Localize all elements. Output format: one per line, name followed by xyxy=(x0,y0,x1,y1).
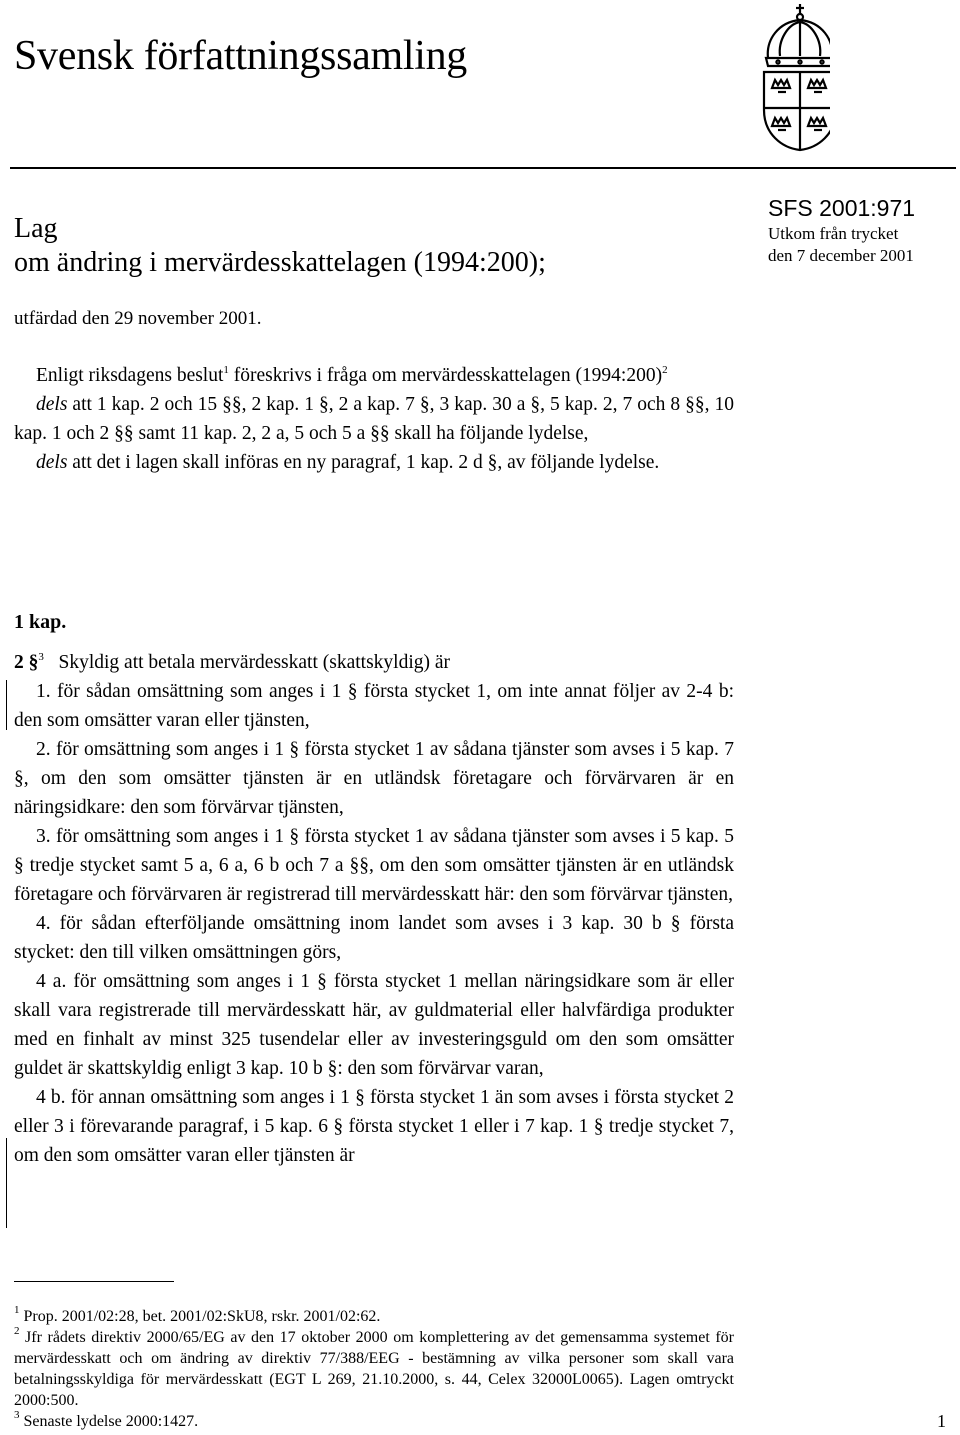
footnote-ref: 2 xyxy=(662,364,668,376)
section-intro xyxy=(14,648,734,677)
dels-keyword: dels xyxy=(36,394,68,415)
dels-keyword: dels xyxy=(36,452,68,473)
change-bar xyxy=(6,1138,7,1228)
chapter-heading: 1 kap. xyxy=(14,611,67,633)
footnote-number: 2 xyxy=(14,1325,20,1337)
footnote-number: 3 xyxy=(14,1409,20,1421)
footnote-text: Senaste lydelse 2000:1427. xyxy=(19,1413,199,1430)
header-divider xyxy=(10,167,956,169)
preamble-text: föreskrivs i fråga om mervärdesskattelagen (1994:200) xyxy=(228,365,663,386)
list-item: 1. för sådan omsättning som anges i 1 § första stycket 1, om inte annat följer av 2-4 b: den som omsätter varan eller tjänsten, xyxy=(14,681,734,731)
footnote-ref: 1 xyxy=(223,364,229,376)
preamble-paragraph xyxy=(14,390,734,448)
list-item: 2. för omsättning som anges i 1 § första stycket 1 av sådana tjänster som avses i 5 kap. 7 §, om den som omsätter tjänsten är en utländsk företagare och förvärvaren är en näringsidkare: den som förvärvar tjänsten, xyxy=(14,739,734,818)
sfs-box xyxy=(768,193,915,267)
footnotes xyxy=(14,1306,734,1432)
page-number: 1 xyxy=(937,1411,946,1431)
list-item: 4 b. för annan omsättning som anges i 1 § första stycket 1 än som avses i första stycket 2 eller 3 i förevarande paragraf, i 5 kap. 6 § första stycket 1 eller i 7 kap. 1 § tredje stycket 7, om den som omsätter varan eller tjänsten är xyxy=(14,1087,734,1166)
section-intro-text: Skyldig att betala mervärdesskatt (skattskyldig) är xyxy=(58,652,451,673)
list-item: 3. för omsättning som anges i 1 § första stycket 1 av sådana tjänster som avses i 5 kap. 5 § tredje stycket samt 5 a, 6 a, 6 b och 7 a §§, om den som omsätter tjänsten är en utländsk företagare och förvärvaren är registrerad till mervärdesskatt här: den som förvärvar tjänsten, xyxy=(14,826,734,905)
footnote-number: 1 xyxy=(14,1304,20,1316)
list-item: 4 a. för omsättning som anges i 1 § första stycket 1 mellan näringsidkare som är eller skall vara registrerade till mervärdesskatt här, av guldmaterial eller halvfärdiga produkter med en finhalt av minst 325 tusendelar eller av investeringsguld om den som omsätter guldet är skattskyldig enligt 3 kap. 10 b §: den som förvärvar varan, xyxy=(14,971,734,1079)
published-line-2: den 7 december 2001 xyxy=(768,246,914,265)
section-number: 2 § xyxy=(14,652,39,673)
footnote-divider xyxy=(14,1281,174,1282)
preamble-text: att 1 kap. 2 och 15 §§, 2 kap. 1 §, 2 a kap. 7 §, 3 kap. 30 a §, 5 kap. 2, 7 och 8 §§, 10 kap. 1 och 2 §§ samt 11 kap. 2, 2 a, 5 och 5 a §§ skall ha följande lydelse, xyxy=(14,394,734,444)
preamble-paragraph xyxy=(14,448,734,477)
preamble-text: att det i lagen skall införas en ny paragraf, 1 kap. 2 d §, av följande lydelse. xyxy=(67,452,660,473)
change-bar xyxy=(6,680,7,730)
footnote xyxy=(14,1411,734,1432)
issued-date: utfärdad den 29 november 2001. xyxy=(14,308,262,329)
law-title-line-1: Lag xyxy=(14,213,58,244)
publication-title: Svensk författningssamling xyxy=(14,33,467,79)
footnote-text: Prop. 2001/02:28, bet. 2001/02:SkU8, rskr. 2001/02:62. xyxy=(19,1308,381,1325)
preamble xyxy=(14,361,734,477)
footnote-ref: 3 xyxy=(38,651,44,663)
footnote-text: Jfr rådets direktiv 2000/65/EG av den 17 oktober 2000 om komplettering av det gemensamma systemet för mervärdesskatt och om ändring av direktiv 77/388/EEG - bestämning av vilka personer som skall vara betalningsskyldiga för mervärdesskatt (EGT L 269, 21.10.2000, s. 44, Celex 32000L0065). Lagen omtryckt 2000:500. xyxy=(14,1329,734,1409)
coat-of-arms-icon xyxy=(756,2,830,152)
law-title-line-2: om ändring i mervärdesskattelagen (1994:200); xyxy=(14,247,546,278)
footnote xyxy=(14,1306,734,1327)
footnote xyxy=(14,1327,734,1411)
list-item: 4. för sådan efterföljande omsättning inom landet som avses i 3 kap. 30 b § första stycket: den till vilken omsättningen görs, xyxy=(14,913,734,963)
published-line-1: Utkom från trycket xyxy=(768,224,899,243)
preamble-text: Enligt riksdagens beslut xyxy=(36,365,224,386)
section-text xyxy=(14,648,734,1170)
preamble-paragraph xyxy=(14,361,734,390)
law-title xyxy=(14,212,546,280)
sfs-number: SFS 2001:971 xyxy=(768,195,916,221)
